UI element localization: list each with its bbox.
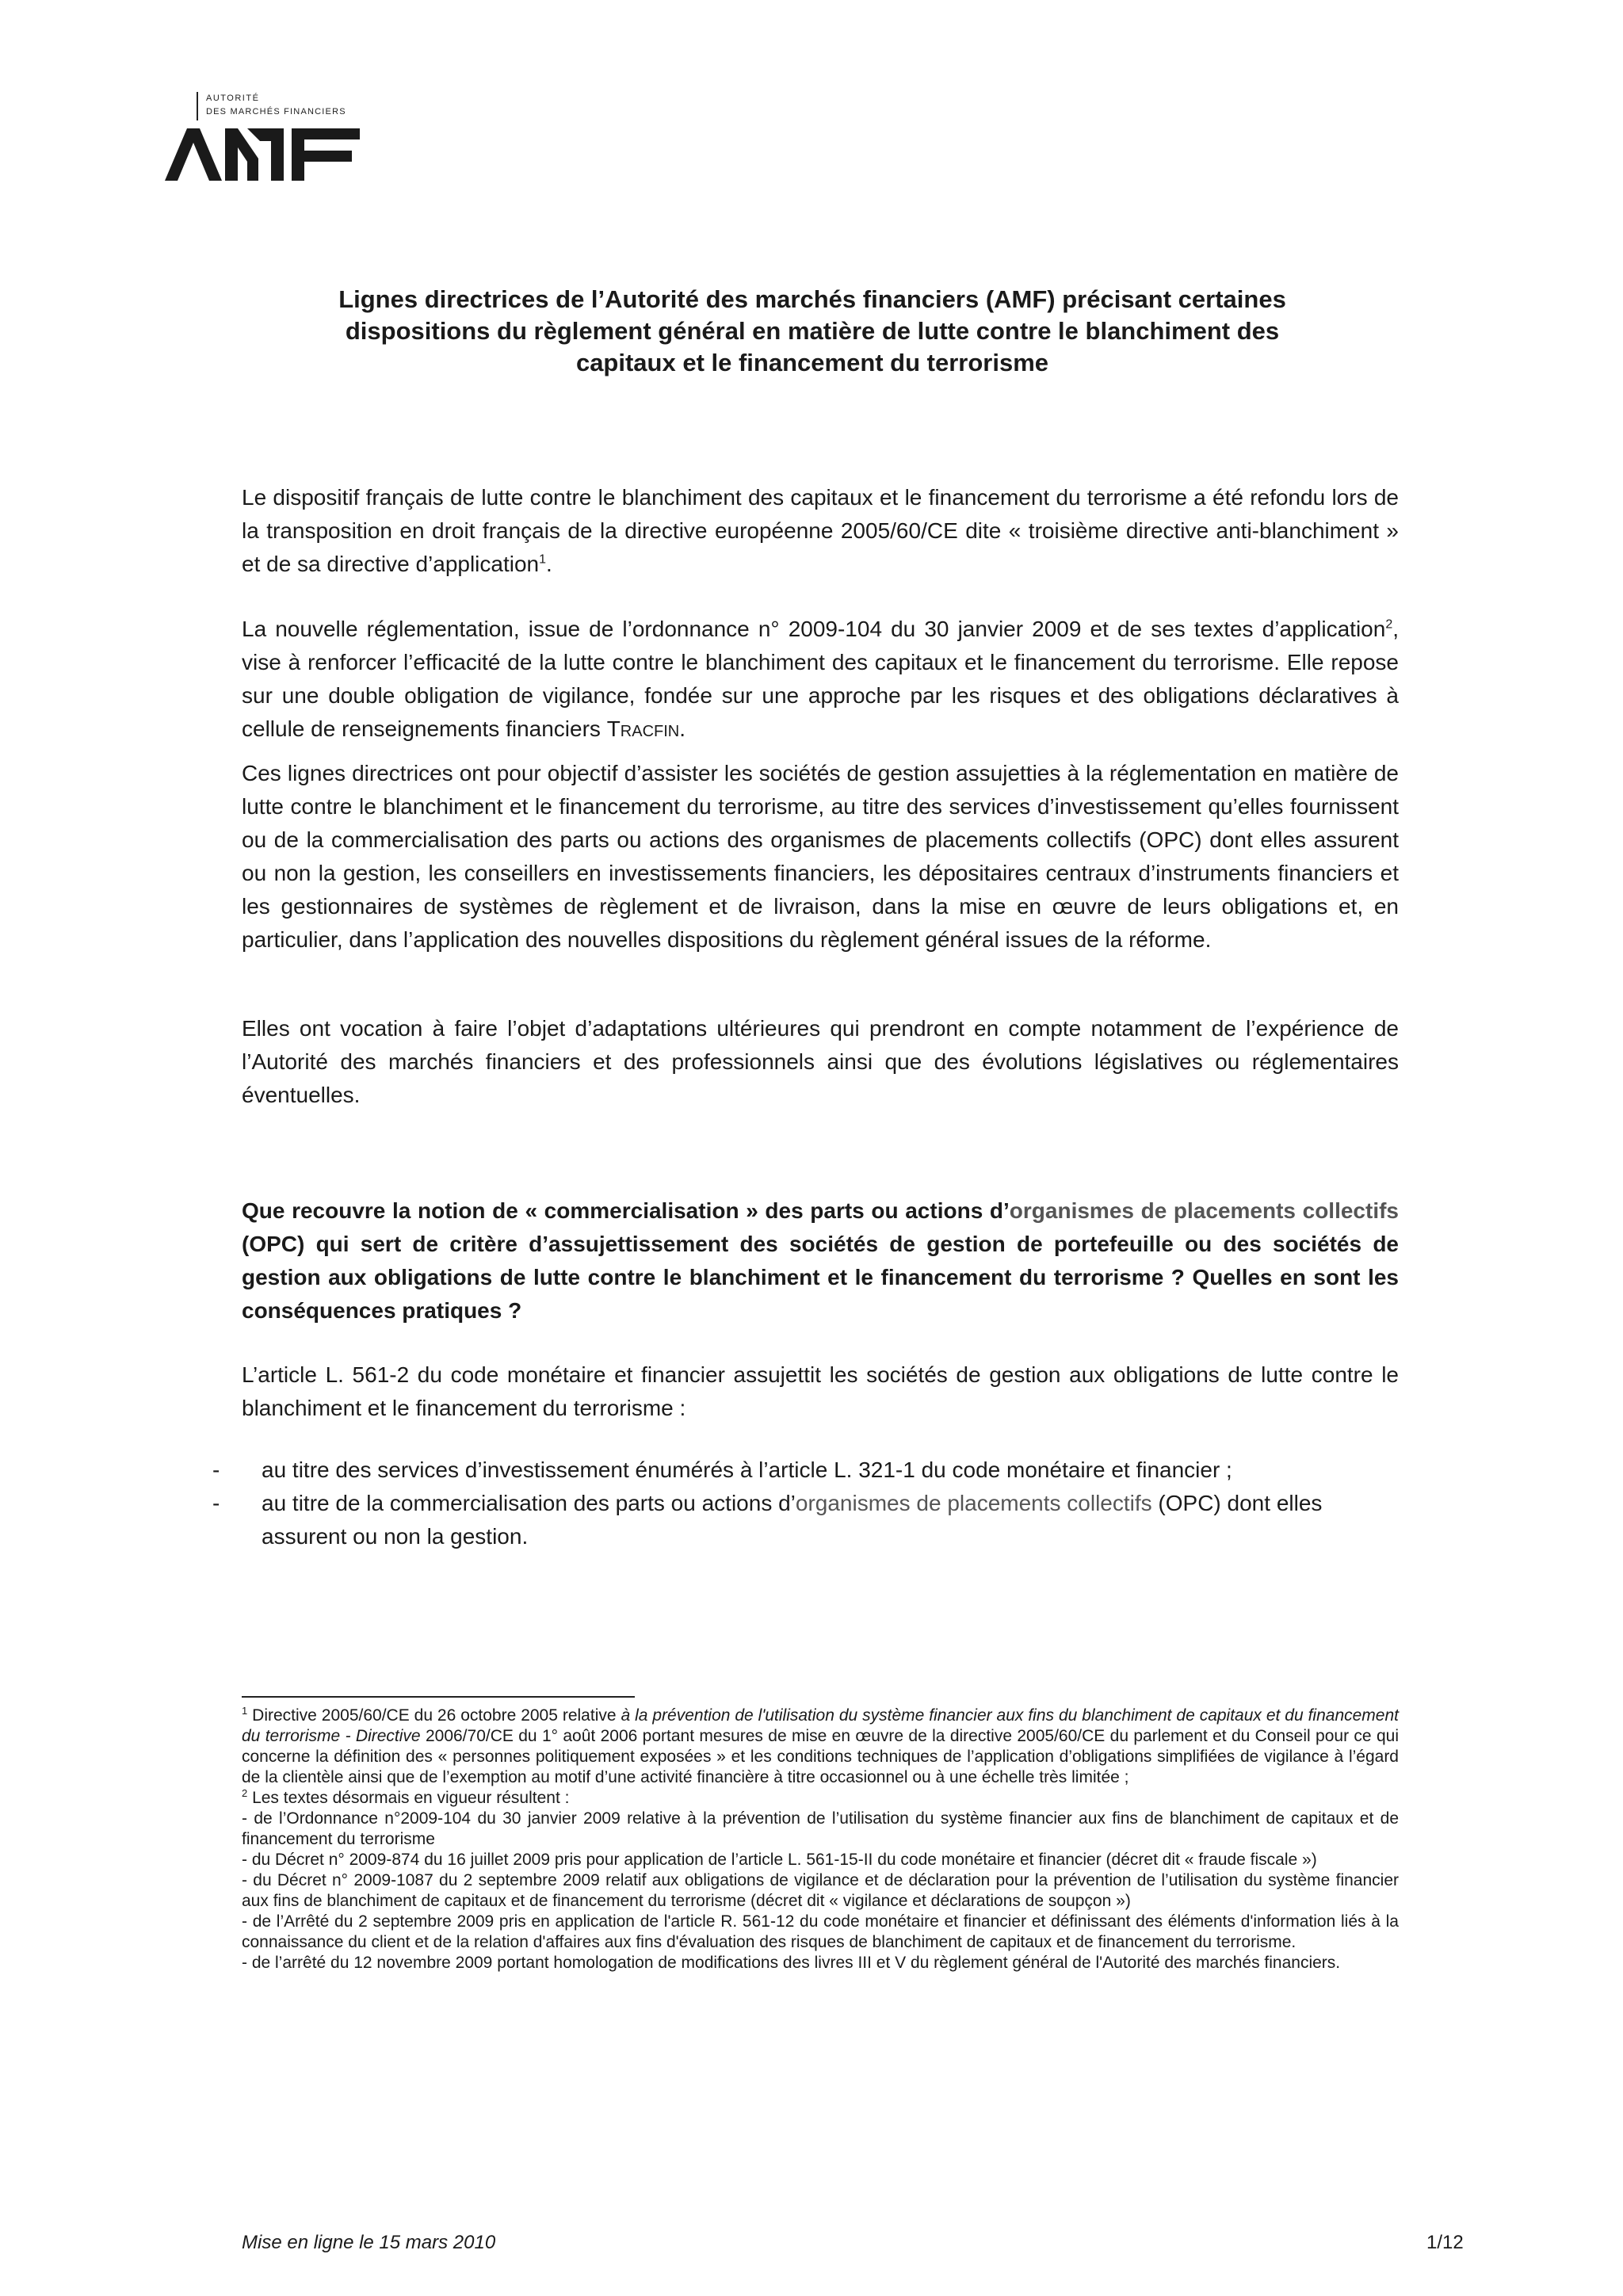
paragraph-intro	[242, 481, 1399, 581]
paragraph-objectives: Ces lignes directrices ont pour objectif d’assister les sociétés de gestion assujetties à la réglementation en matière de lutte contre le blanchiment et le financement du terrorisme, au titre des services d’investissement qu’elles fournissent ou de la commercialisation des parts ou actions des organismes de placements collectifs (OPC) dont elles assurent ou non la gestion, les conseillers en investissements financiers, les dépositaires centraux d’instruments financiers et les gestionnaires de systèmes de règlement et de livraison, dans la mise en œuvre de leurs obligations et, en particulier, dans l’application des nouvelles dispositions du règlement général issues de la réforme.	[242, 761, 1399, 952]
paragraph-article: L’article L. 561-2 du code monétaire et financier assujettit les sociétés de gestion aux obligations de lutte contre le blanchiment et le financement du terrorisme :	[242, 1362, 1399, 1420]
document-title	[262, 284, 1363, 379]
question-opc-term: organismes de placements collectifs	[1009, 1198, 1400, 1223]
bullet-2-text-b: (OPC) dont elles assurent ou non la gestion.	[262, 1491, 1323, 1549]
footnote-separator	[242, 1696, 635, 1698]
bullet-dash: -	[212, 1457, 220, 1482]
title-line-3: capitaux et le financement du terrorisme	[575, 349, 1049, 376]
footnote-1-italic: à la prévention de l'utilisation du système financier aux fins du blanchiment de capitaux et du financement du terrorisme - Directive	[242, 1706, 1399, 1745]
paragraph-intro-end: .	[546, 552, 552, 576]
footnote-2-number: 2	[242, 1787, 248, 1799]
footnote-2-item: - de l’Ordonnance n°2009-104 du 30 janvier 2009 relative à la prévention de l’utilisation du système financier aux fins de blanchiment de capitaux et de financement du terrorisme	[242, 1809, 1399, 1848]
bullet-2-opc-term: organismes de placements collectifs	[795, 1491, 1152, 1515]
title-line-1: Lignes directrices de l’Autorité des marchés financiers (AMF) précisant certaines	[338, 285, 1286, 313]
paragraph-adaptations: Elles ont vocation à faire l’objet d’adaptations ultérieures qui prendront en compte notamment de l’expérience de l’Autorité des marchés financiers et des professionnels ainsi que des évolutions législatives ou réglementaires éventuelles.	[242, 1016, 1399, 1107]
question-part-b: (OPC) qui sert de critère d’assujettissement des sociétés de gestion de portefeuille ou des sociétés de gestion aux obligations de lutte contre le blanchiment et le financement du terrorisme ? Quelles en sont les conséquences pratiques ?	[242, 1232, 1399, 1323]
question-part-a: Que recouvre la notion de « commercialisation » des parts ou actions d’	[242, 1198, 1010, 1223]
footnote-2-item: - de l’Arrêté du 2 septembre 2009 pris en application de l'article R. 561-12 du code monétaire et financier et définissant des éléments d'information liés à la connaissance du client et de la relation d'affaires aux fins d'évaluation des risques de blanchiment de capitaux et de financement du terrorisme.	[242, 1912, 1399, 1951]
footnote-1	[242, 1706, 1399, 1788]
footnote-ref-1[interactable]: 1	[539, 552, 547, 567]
title-line-2: dispositions du règlement général en matière de lutte contre le blanchiment des	[345, 317, 1280, 345]
logo-line-1: AUTORITÉ	[206, 94, 260, 103]
footnote-2-item: - de l’arrêté du 12 novembre 2009 portant homologation de modifications des livres III et V du règlement général de l'Autorité des marchés financiers.	[242, 1954, 1341, 1972]
paragraph-regulation-b: , vise à renforcer l’efficacité de la lutte contre le blanchiment des capitaux et le financement du terrorisme. Elle repose sur une double obligation de vigilance, fondée sur une approche par les risques et des obligations déclaratives à cellule de renseignements financiers	[242, 617, 1399, 741]
publication-date: Mise en ligne le 15 mars 2010	[242, 2232, 496, 2253]
tracfin-label: Tracfin	[606, 716, 680, 741]
footnote-1-text-b: 2006/70/CE du 1° août 2006 portant mesures de mise en œuvre de la directive 2005/60/CE du parlement et du Conseil pour ce qui concerne la définition des « personnes politiquement exposées » et les conditions techniques de l’application d’obligations simplifiées de vigilance à l’égard de la clientèle ainsi que de l’exemption au motif d’une activité financière à titre occasionnel ou à une échelle très limitée ;	[242, 1727, 1399, 1786]
logo-line-2: DES MARCHÉS FINANCIERS	[206, 107, 346, 117]
footnotes	[242, 1706, 1399, 1973]
paragraph-intro-text: Le dispositif français de lutte contre le blanchiment des capitaux et le financement du terrorisme a été refondu lors de la transposition en droit français de la directive européenne 2005/60/CE dite « troisième directive anti-blanchiment » et de sa directive d’application	[242, 485, 1399, 576]
bullet-1-text: au titre des services d’investissement énumérés à l’article L. 321-1 du code monétaire et financier ;	[262, 1457, 1232, 1482]
section-question	[242, 1194, 1399, 1328]
bullet-list	[212, 1454, 1399, 1553]
list-item	[212, 1454, 1399, 1487]
bullet-dash: -	[212, 1491, 220, 1515]
list-item	[212, 1487, 1399, 1553]
footnote-1-text-a: Directive 2005/60/CE du 26 octobre 2005 relative	[247, 1706, 621, 1725]
footnote-2	[242, 1788, 1399, 1809]
paragraph-regulation-end: .	[679, 716, 686, 741]
paragraph-regulation-a: La nouvelle réglementation, issue de l’ordonnance n° 2009-104 du 30 janvier 2009 et de ses textes d’application	[242, 617, 1386, 641]
footnote-2-intro: Les textes désormais en vigueur résultent :	[247, 1789, 570, 1807]
page-number: 1/12	[1426, 2232, 1464, 2253]
footnote-ref-2[interactable]: 2	[1385, 617, 1393, 632]
footnote-2-item: - du Décret n° 2009-874 du 16 juillet 2009 pris pour application de l’article L. 561-15-II du code monétaire et financier (décret dit « fraude fiscale »)	[242, 1851, 1317, 1869]
amf-logo	[165, 92, 371, 187]
amf-wordmark-logo	[165, 127, 363, 182]
footnote-1-number: 1	[242, 1705, 248, 1717]
footnote-2-item: - du Décret n° 2009-1087 du 2 septembre 2009 relatif aux obligations de vigilance et de déclaration pour la prévention de l’utilisation du système financier aux fins de blanchiment de capitaux et de financement du terrorisme (décret dit « vigilance et déclarations de soupçon »)	[242, 1871, 1399, 1910]
logo-divider	[197, 92, 198, 120]
paragraph-regulation	[242, 613, 1399, 746]
bullet-2-text-a: au titre de la commercialisation des parts ou actions d’	[262, 1491, 796, 1515]
